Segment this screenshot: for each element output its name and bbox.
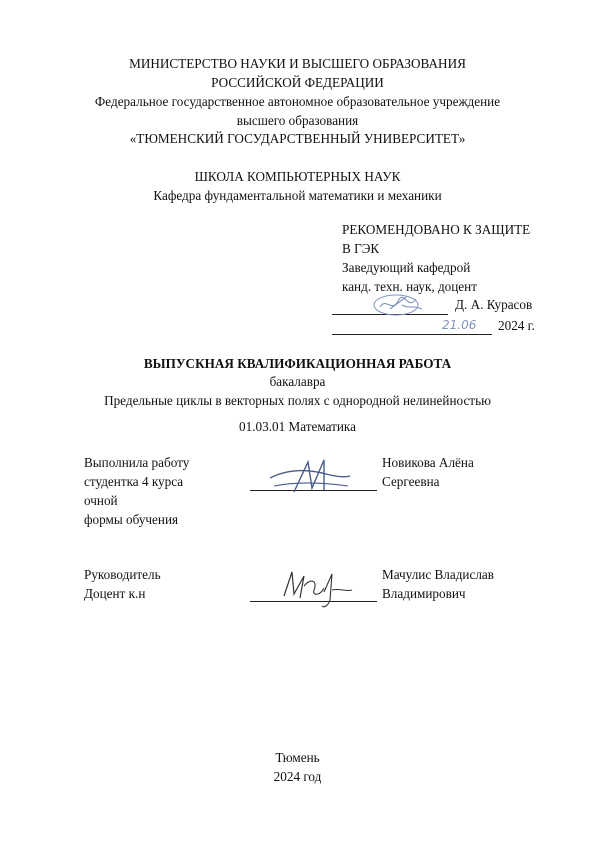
department-name: Кафедра фундаментальной математики и механики: [153, 188, 442, 203]
supervisor-label-1: Руководитель: [84, 567, 161, 582]
ministry-line-1: МИНИСТЕРСТВО НАУКИ И ВЫСШЕГО ОБРАЗОВАНИЯ: [129, 56, 466, 71]
approval-year: 2024 г.: [498, 318, 535, 333]
student-name-1: Новикова Алёна: [382, 455, 474, 470]
school-name: ШКОЛА КОМПЬЮТЕРНЫХ НАУК: [194, 169, 401, 184]
footer-year: 2024 год: [273, 769, 322, 784]
student-name-2: Сергеевна: [382, 474, 440, 489]
approval-signature-image: [372, 291, 432, 321]
approval-date-handwritten: 21.06: [442, 318, 477, 332]
supervisor-signature-image: [270, 566, 360, 612]
institution-line-1: Федеральное государственное автономное образовательное учреждение: [94, 94, 501, 109]
student-label-3: очной: [84, 493, 118, 508]
ministry-line-2: РОССИЙСКОЙ ФЕДЕРАЦИИ: [211, 75, 384, 90]
student-label-1: Выполнила работу: [84, 455, 190, 470]
work-title: Предельные циклы в векторных полях с однородной нелинейностью: [104, 393, 491, 408]
student-signature-image: [264, 456, 354, 496]
approval-line-2: В ГЭК: [342, 241, 380, 256]
supervisor-name-1: Мачулис Владислав: [382, 567, 494, 582]
approval-degree: канд. техн. наук, доцент: [342, 279, 477, 294]
work-specialty: 01.03.01 Математика: [239, 419, 356, 434]
work-type: ВЫПУСКНАЯ КВАЛИФИКАЦИОННАЯ РАБОТА: [143, 356, 452, 371]
footer-city: Тюмень: [275, 750, 320, 765]
approval-name: Д. А. Курасов: [455, 297, 533, 312]
student-label-4: формы обучения: [84, 512, 179, 527]
student-label-2: студентка 4 курса: [84, 474, 184, 489]
work-level: бакалавра: [269, 374, 326, 389]
supervisor-label-2: Доцент к.н: [84, 586, 146, 601]
approval-date-line: [332, 334, 492, 335]
approval-line-1: РЕКОМЕНДОВАНО К ЗАЩИТЕ: [342, 222, 531, 237]
university-name: «ТЮМЕНСКИЙ ГОСУДАРСТВЕННЫЙ УНИВЕРСИТЕТ»: [129, 131, 466, 146]
supervisor-name-2: Владимирович: [382, 586, 466, 601]
institution-line-2: высшего образования: [236, 113, 359, 128]
approval-position: Заведующий кафедрой: [342, 260, 471, 275]
